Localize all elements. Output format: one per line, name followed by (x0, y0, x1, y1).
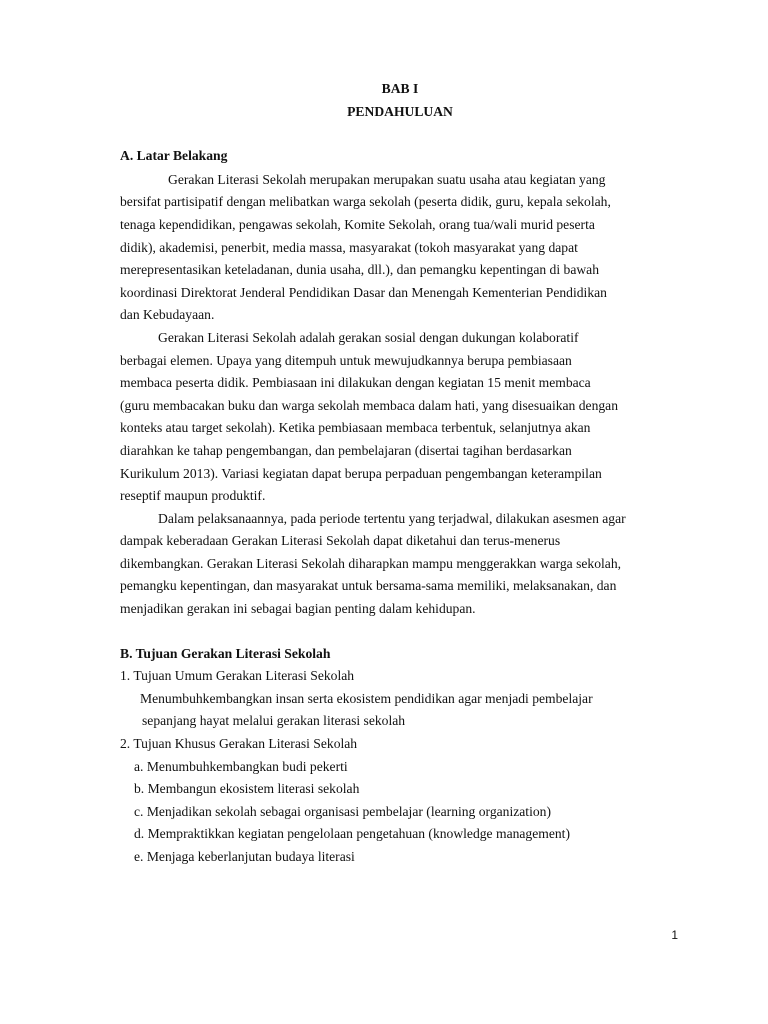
paragraph-line: Gerakan Literasi Sekolah adalah gerakan sosial dengan dukungan kolaboratif (158, 329, 579, 345)
paragraph-line: berbagai elemen. Upaya yang ditempuh untuk mewujudkannya berupa pembiasaan (120, 352, 572, 368)
section-a-paragraph-1 (120, 169, 680, 327)
sub-list-item: b. Membangun ekosistem literasi sekolah (134, 781, 360, 797)
paragraph-line: (guru membacakan buku dan warga sekolah membaca dalam hati, yang disesuaikan dengan (120, 397, 619, 413)
list-item-1-title: 1. Tujuan Umum Gerakan Literasi Sekolah (120, 668, 355, 684)
paragraph-line: dikembangkan. Gerakan Literasi Sekolah diharapkan mampu menggerakkan warga sekolah, (120, 555, 622, 571)
paragraph-line: didik), akademisi, penerbit, media massa, masyarakat (tokoh masyarakat yang dapat (120, 239, 578, 255)
paragraph-line: Kurikulum 2013). Variasi kegiatan dapat berupa perpaduan pengembangan keterampilan (120, 465, 602, 481)
paragraph-line: koordinasi Direktorat Jenderal Pendidikan Dasar dan Menengah Kementerian Pendidikan (120, 284, 607, 300)
chapter-title: PENDAHULUAN (347, 103, 453, 119)
paragraph-line: tenaga kependidikan, pengawas sekolah, Komite Sekolah, orang tua/wali murid peserta (120, 216, 595, 232)
paragraph-line: dan Kebudayaan. (120, 307, 215, 323)
paragraph-line: merepresentasikan keteladanan, dunia usaha, dll.), dan pemangku kepentingan di bawah (120, 262, 600, 278)
paragraph-line: reseptif maupun produktif. (120, 488, 266, 504)
paragraph-line: bersifat partisipatif dengan melibatkan warga sekolah (peserta didik, guru, kepala sekolah, (120, 194, 611, 210)
paragraph-line: Gerakan Literasi Sekolah merupakan merupakan suatu usaha atau kegiatan yang (168, 171, 606, 187)
chapter-number: BAB I (381, 81, 419, 96)
section-a-paragraph-2 (120, 327, 680, 508)
paragraph-line: Dalam pelaksanaannya, pada periode tertentu yang terjadwal, dilakukan asesmen agar (158, 510, 626, 526)
list-item-1-text: Menumbuhkembangkan insan serta ekosistem pendidikan agar menjadi pembelajar (140, 690, 593, 706)
sub-list-item: c. Menjadikan sekolah sebagai organisasi pembelajar (learning organization) (134, 803, 551, 819)
paragraph-line: menjadikan gerakan ini sebagai bagian penting dalam kehidupan. (120, 601, 476, 617)
paragraph-line: pemangku kepentingan, dan masyarakat untuk bersama-sama memiliki, melaksanakan, dan (120, 578, 617, 594)
document-body (120, 78, 680, 869)
paragraph-line: konteks atau target sekolah). Ketika pembiasaan membaca terbentuk, selanjutnya akan (120, 420, 591, 436)
paragraph-line: diarahkan ke tahap pengembangan, dan pembelajaran (disertai tagihan berdasarkan (120, 442, 572, 458)
list-item-1-text: sepanjang hayat melalui gerakan literasi sekolah (142, 713, 406, 729)
sub-list-item: d. Mempraktikkan kegiatan pengelolaan pengetahuan (knowledge management) (134, 826, 570, 842)
sub-list-item: e. Menjaga keberlanjutan budaya literasi (134, 849, 355, 864)
section-b-heading: B. Tujuan Gerakan Literasi Sekolah (120, 645, 331, 661)
sub-list-item: a. Menumbuhkembangkan budi pekerti (134, 758, 348, 774)
section-a-heading: A. Latar Belakang (120, 148, 228, 164)
list-item-2-title: 2. Tujuan Khusus Gerakan Literasi Sekolah (120, 736, 358, 752)
paragraph-line: membaca peserta didik. Pembiasaan ini dilakukan dengan kegiatan 15 menit membaca (120, 375, 591, 391)
paragraph-line: dampak keberadaan Gerakan Literasi Sekolah dapat diketahui dan terus-menerus (120, 533, 561, 549)
page-number: 1 (671, 928, 678, 942)
section-a-paragraph-3 (120, 508, 680, 621)
